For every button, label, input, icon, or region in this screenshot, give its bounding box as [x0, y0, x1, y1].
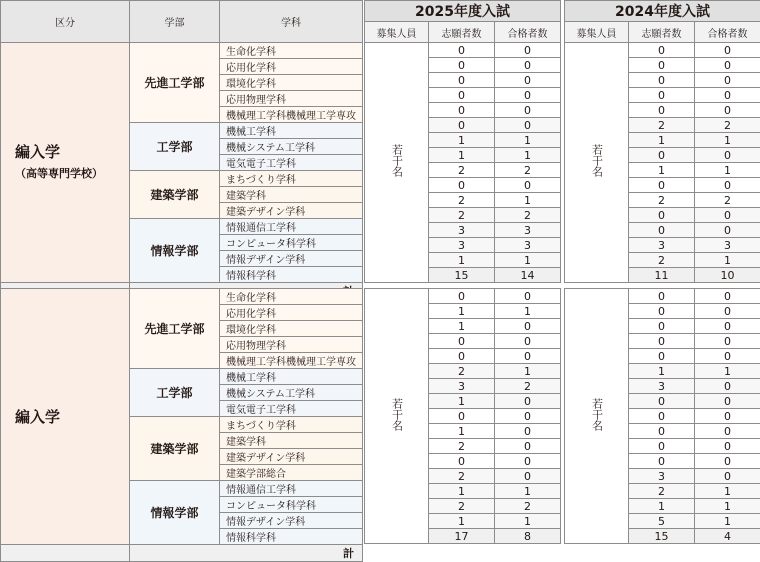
header-passed-2024: 合格者数	[695, 22, 760, 43]
header-department: 学科	[220, 1, 363, 43]
applicants-value: 0	[629, 304, 695, 319]
applicants-value: 3	[629, 238, 695, 253]
passed-value: 0	[495, 409, 561, 424]
department-name: 応用化学科	[220, 305, 363, 321]
total-label: 計	[130, 545, 363, 562]
passed-value: 0	[495, 349, 561, 364]
applicants-value: 0	[629, 409, 695, 424]
total-passed: 10	[695, 268, 760, 283]
passed-value: 1	[495, 514, 561, 529]
faculty-name: 先進工学部	[130, 43, 220, 123]
passed-value: 0	[695, 289, 760, 304]
faculty-name: 工学部	[130, 123, 220, 171]
applicants-value: 3	[629, 379, 695, 394]
department-name: 情報科学科	[220, 267, 363, 283]
passed-value: 1	[495, 364, 561, 379]
applicants-value: 2	[429, 499, 495, 514]
recruit-count: 若干名	[389, 398, 405, 431]
passed-value: 1	[495, 253, 561, 268]
passed-value: 0	[495, 394, 561, 409]
applicants-value: 2	[629, 118, 695, 133]
passed-value: 0	[695, 58, 760, 73]
passed-value: 2	[495, 208, 561, 223]
passed-value: 0	[695, 439, 760, 454]
total-passed: 4	[695, 529, 760, 544]
applicants-value: 1	[429, 253, 495, 268]
passed-value: 2	[495, 163, 561, 178]
table-row	[565, 43, 760, 58]
applicants-value: 0	[629, 223, 695, 238]
header-applicants-2025: 志願者数	[429, 22, 495, 43]
applicants-value: 0	[429, 334, 495, 349]
passed-value: 0	[695, 304, 760, 319]
applicants-value: 0	[429, 454, 495, 469]
passed-value: 0	[695, 148, 760, 163]
department-name: 建築学科	[220, 433, 363, 449]
table-row	[365, 43, 561, 58]
applicants-value: 0	[629, 178, 695, 193]
passed-value: 3	[495, 238, 561, 253]
passed-value: 0	[695, 73, 760, 88]
passed-value: 1	[495, 304, 561, 319]
applicants-value: 0	[629, 43, 695, 58]
passed-value: 0	[695, 349, 760, 364]
passed-value: 0	[495, 118, 561, 133]
table-row	[1, 289, 363, 305]
applicants-value: 1	[629, 163, 695, 178]
applicants-value: 3	[629, 469, 695, 484]
passed-value: 0	[495, 469, 561, 484]
department-name: 情報デザイン学科	[220, 251, 363, 267]
table-row	[565, 289, 760, 304]
block-1-2024-table	[564, 42, 760, 283]
department-name: 機械システム工学科	[220, 385, 363, 401]
header-2025	[364, 0, 561, 42]
department-name: 応用化学科	[220, 59, 363, 75]
applicants-value: 0	[629, 424, 695, 439]
recruit-count: 若干名	[389, 144, 405, 177]
block-1-2025-table	[364, 42, 561, 283]
applicants-value: 0	[629, 208, 695, 223]
header-passed-2025: 合格者数	[495, 22, 561, 43]
recruit-count: 若干名	[589, 398, 605, 431]
passed-value: 0	[695, 424, 760, 439]
department-name: 生命化学科	[220, 43, 363, 59]
passed-value: 1	[695, 253, 760, 268]
applicants-value: 5	[629, 514, 695, 529]
department-name: 機械工学科	[220, 123, 363, 139]
department-name: コンピュータ科学科	[220, 235, 363, 251]
department-name: 機械理工学科機械理工学専攻	[220, 107, 363, 123]
applicants-value: 2	[429, 193, 495, 208]
header-recruit-2025: 募集人員	[365, 22, 429, 43]
passed-value: 0	[695, 409, 760, 424]
header-2024	[564, 0, 760, 42]
department-name: 電気電子工学科	[220, 401, 363, 417]
header-year-2025: 2025年度入試	[365, 1, 561, 22]
applicants-value: 1	[429, 304, 495, 319]
header-left	[0, 0, 363, 42]
department-name: 環境化学科	[220, 75, 363, 91]
applicants-value: 0	[629, 454, 695, 469]
applicants-value: 1	[629, 133, 695, 148]
applicants-value: 0	[429, 103, 495, 118]
department-name: 応用物理学科	[220, 91, 363, 107]
applicants-value: 0	[429, 289, 495, 304]
passed-value: 0	[695, 334, 760, 349]
passed-value: 0	[495, 454, 561, 469]
department-name: 建築デザイン学科	[220, 449, 363, 465]
passed-value: 2	[695, 118, 760, 133]
passed-value: 1	[695, 364, 760, 379]
faculty-name: 情報学部	[130, 219, 220, 283]
block-2-2025-table	[364, 288, 561, 544]
department-name: 環境化学科	[220, 321, 363, 337]
header-applicants-2024: 志願者数	[629, 22, 695, 43]
applicants-value: 0	[629, 289, 695, 304]
faculty-name: 工学部	[130, 369, 220, 417]
category-sub-label: （高等専門学校）	[15, 167, 103, 180]
applicants-value: 3	[429, 223, 495, 238]
recruit-cell	[565, 289, 629, 544]
passed-value: 0	[495, 334, 561, 349]
applicants-value: 0	[629, 334, 695, 349]
department-name: まちづくり学科	[220, 417, 363, 433]
passed-value: 1	[695, 133, 760, 148]
applicants-value: 1	[429, 148, 495, 163]
passed-value: 0	[695, 319, 760, 334]
department-name: 建築デザイン学科	[220, 203, 363, 219]
passed-value: 0	[695, 469, 760, 484]
passed-value: 0	[495, 178, 561, 193]
department-name: 応用物理学科	[220, 337, 363, 353]
faculty-name: 建築学部	[130, 417, 220, 481]
department-name: 機械システム工学科	[220, 139, 363, 155]
passed-value: 2	[495, 499, 561, 514]
recruit-count: 若干名	[589, 144, 605, 177]
department-name: コンピュータ科学科	[220, 497, 363, 513]
applicants-value: 0	[429, 43, 495, 58]
applicants-value: 1	[429, 424, 495, 439]
applicants-value: 1	[429, 394, 495, 409]
block-1-left-table	[0, 42, 363, 300]
department-name: 情報デザイン学科	[220, 513, 363, 529]
applicants-value: 0	[429, 118, 495, 133]
passed-value: 1	[695, 484, 760, 499]
passed-value: 1	[695, 163, 760, 178]
applicants-value: 0	[629, 148, 695, 163]
applicants-value: 3	[429, 379, 495, 394]
total-applicants: 17	[429, 529, 495, 544]
applicants-value: 0	[429, 178, 495, 193]
department-name: 建築学科	[220, 187, 363, 203]
passed-value: 0	[695, 394, 760, 409]
applicants-value: 1	[429, 514, 495, 529]
applicants-value: 1	[629, 364, 695, 379]
passed-value: 2	[495, 379, 561, 394]
recruit-cell	[565, 43, 629, 283]
applicants-value: 2	[429, 469, 495, 484]
faculty-name: 情報学部	[130, 481, 220, 545]
passed-value: 2	[695, 193, 760, 208]
applicants-value: 2	[629, 193, 695, 208]
applicants-value: 0	[629, 349, 695, 364]
header-year-2024: 2024年度入試	[565, 1, 760, 22]
applicants-value: 0	[629, 394, 695, 409]
applicants-value: 0	[429, 409, 495, 424]
passed-value: 1	[495, 148, 561, 163]
applicants-value: 0	[429, 349, 495, 364]
category-cell	[1, 289, 130, 545]
total-row	[1, 545, 363, 562]
header-category: 区分	[1, 1, 130, 43]
header-recruit-2024: 募集人員	[565, 22, 629, 43]
passed-value: 1	[695, 499, 760, 514]
applicants-value: 2	[629, 484, 695, 499]
block-2-2024-table	[564, 288, 760, 544]
passed-value: 0	[695, 88, 760, 103]
table-row	[1, 43, 363, 59]
department-name: 情報通信工学科	[220, 481, 363, 497]
department-name: まちづくり学科	[220, 171, 363, 187]
applicants-value: 0	[629, 73, 695, 88]
passed-value: 0	[495, 439, 561, 454]
passed-value: 1	[495, 133, 561, 148]
total-applicants: 15	[429, 268, 495, 283]
applicants-value: 1	[629, 499, 695, 514]
passed-value: 0	[695, 178, 760, 193]
passed-value: 0	[495, 319, 561, 334]
faculty-name: 建築学部	[130, 171, 220, 219]
passed-value: 0	[695, 43, 760, 58]
applicants-value: 0	[429, 73, 495, 88]
applicants-value: 3	[429, 238, 495, 253]
applicants-value: 0	[429, 58, 495, 73]
passed-value: 0	[495, 289, 561, 304]
applicants-value: 0	[629, 58, 695, 73]
passed-value: 0	[495, 58, 561, 73]
passed-value: 3	[695, 238, 760, 253]
applicants-value: 2	[429, 208, 495, 223]
passed-value: 0	[695, 223, 760, 238]
applicants-value: 0	[629, 439, 695, 454]
category-label: 編入学	[15, 408, 60, 426]
header-faculty: 学部	[130, 1, 220, 43]
department-name: 情報通信工学科	[220, 219, 363, 235]
passed-value: 1	[695, 514, 760, 529]
passed-value: 1	[495, 484, 561, 499]
passed-value: 0	[495, 103, 561, 118]
applicants-value: 2	[629, 253, 695, 268]
applicants-value: 0	[629, 88, 695, 103]
applicants-value: 0	[429, 88, 495, 103]
applicants-value: 1	[429, 133, 495, 148]
department-name: 建築学部総合	[220, 465, 363, 481]
block-2-left-table	[0, 288, 363, 562]
passed-value: 0	[495, 424, 561, 439]
applicants-value: 0	[629, 319, 695, 334]
department-name: 電気電子工学科	[220, 155, 363, 171]
total-passed: 14	[495, 268, 561, 283]
passed-value: 0	[695, 379, 760, 394]
total-applicants: 15	[629, 529, 695, 544]
passed-value: 0	[695, 103, 760, 118]
passed-value: 3	[495, 223, 561, 238]
recruit-cell	[365, 289, 429, 544]
department-name: 機械工学科	[220, 369, 363, 385]
passed-value: 0	[695, 208, 760, 223]
department-name: 情報科学科	[220, 529, 363, 545]
table-row	[365, 289, 561, 304]
total-applicants: 11	[629, 268, 695, 283]
applicants-value: 1	[429, 319, 495, 334]
applicants-value: 2	[429, 364, 495, 379]
faculty-name: 先進工学部	[130, 289, 220, 369]
applicants-value: 2	[429, 163, 495, 178]
applicants-value: 0	[629, 103, 695, 118]
passed-value: 0	[495, 88, 561, 103]
department-name: 生命化学科	[220, 289, 363, 305]
category-label: 編入学	[15, 143, 60, 161]
recruit-cell	[365, 43, 429, 283]
passed-value: 1	[495, 193, 561, 208]
passed-value: 0	[495, 43, 561, 58]
passed-value: 0	[695, 454, 760, 469]
total-spacer	[1, 545, 130, 562]
applicants-value: 1	[429, 484, 495, 499]
applicants-value: 2	[429, 439, 495, 454]
total-passed: 8	[495, 529, 561, 544]
passed-value: 0	[495, 73, 561, 88]
department-name: 機械理工学科機械理工学専攻	[220, 353, 363, 369]
category-cell	[1, 43, 130, 283]
